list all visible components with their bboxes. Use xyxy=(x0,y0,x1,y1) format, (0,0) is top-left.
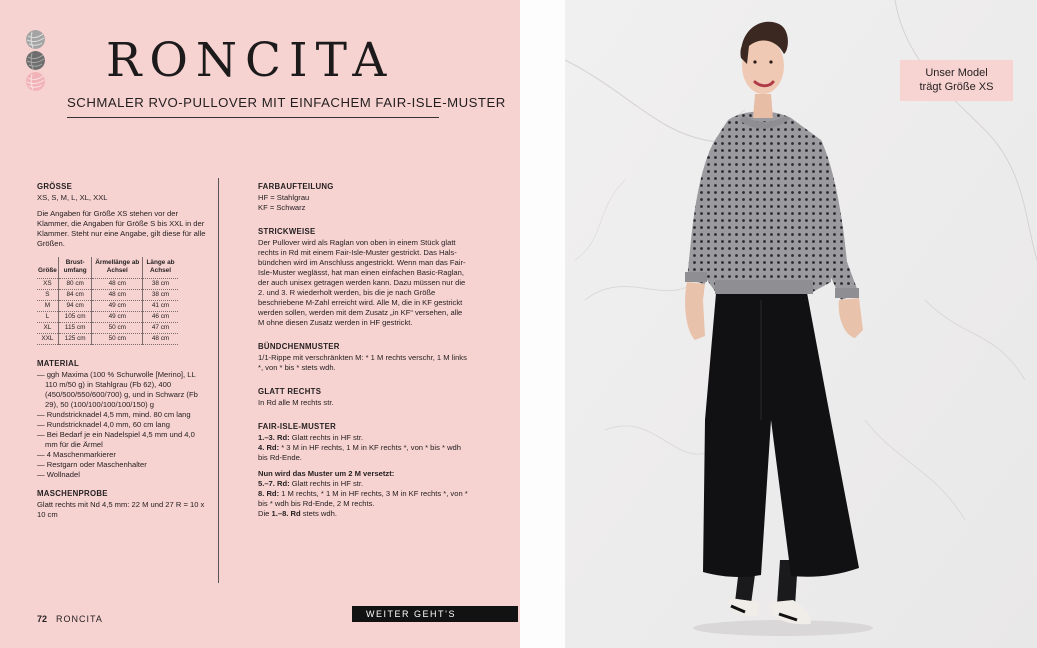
caption-line: Unser Model xyxy=(925,67,988,79)
list-item: — Bei Bedarf je ein Nadelspiel 4,5 mm und 4,0 mm für die Ärmel xyxy=(37,430,195,449)
ribbing-text: 1/1-Rippe mit verschränkten M: * 1 M rechts verschr, 1 M links *, von * bis * stets wdh. xyxy=(258,353,467,372)
table-cell: 80 cm xyxy=(58,279,92,290)
yarn-ball-dark-icon xyxy=(26,51,45,70)
table-row xyxy=(37,312,178,323)
table-cell: XS xyxy=(37,279,58,290)
page-gutter xyxy=(520,0,565,648)
table-cell: 38 cm xyxy=(143,290,178,301)
row-label: 4. Rd: xyxy=(258,443,280,452)
table-cell: 105 cm xyxy=(58,312,92,323)
color-division-line: HF = Stahlgrau xyxy=(258,193,310,202)
continue-label: WEITER GEHT’S xyxy=(366,609,457,619)
row-text: Glatt rechts in HF str. xyxy=(289,433,364,442)
fairisle-heading: FAIR-ISLE-MUSTER xyxy=(258,422,337,431)
table-cell: 50 cm xyxy=(92,323,143,334)
list-item: — 4 Maschenmarkierer xyxy=(37,450,116,459)
stockinette-text: In Rd alle M rechts str. xyxy=(258,398,334,407)
yarn-ball-gray-icon xyxy=(26,30,45,49)
column-divider xyxy=(218,178,219,583)
list-item: — Rundstricknadel 4,0 mm, 60 cm lang xyxy=(37,420,170,429)
running-title: RONCITA xyxy=(56,614,103,624)
table-row xyxy=(37,279,178,290)
table-header-cell: Größe xyxy=(38,267,57,274)
column-right xyxy=(258,182,470,519)
table-cell: 49 cm xyxy=(92,312,143,323)
gauge-heading: MASCHENPROBE xyxy=(37,489,108,498)
table-row xyxy=(37,290,178,301)
size-table xyxy=(37,257,178,345)
table-row xyxy=(37,334,178,345)
table-cell: 41 cm xyxy=(143,301,178,312)
page-number: 72 xyxy=(37,614,48,624)
list-item: — ggh Maxima (100 % Schurwolle [Merino], LL 110 m/50 g) in Stahlgrau (Fb 62), 400 (450/500/550/600/700) g, und in Schwarz (Fb 29), 50 (100/100/100/100/150) g xyxy=(37,370,198,409)
table-cell: M xyxy=(37,301,58,312)
column-left xyxy=(37,182,209,520)
material-list xyxy=(37,370,209,480)
table-cell: 46 cm xyxy=(143,312,178,323)
table-cell: 38 cm xyxy=(143,279,178,290)
fairisle-repeat xyxy=(258,509,470,519)
table-cell: 48 cm xyxy=(143,334,178,345)
table-cell: XL xyxy=(37,323,58,334)
table-row xyxy=(37,323,178,334)
fairisle-row xyxy=(258,489,470,509)
color-division-line: KF = Schwarz xyxy=(258,203,306,212)
row-text: 1 M rechts, * 1 M in HF rechts, 3 M in KF rechts *, von * bis * wdh bis Rd-Ende, 2 M rechts. xyxy=(258,489,468,508)
title-rule xyxy=(67,117,439,118)
fairisle-row xyxy=(258,433,470,443)
continue-banner xyxy=(352,606,518,622)
list-item: — Restgarn oder Maschenhalter xyxy=(37,460,147,469)
knitting-text: Der Pullover wird als Raglan von oben in einem Stück glatt rechts in Rd mit einem Fair-Isle-Muster gestrickt. Das Hals-bündchen wird im Anschluss angestrickt. Wenn man das Fair-Isle-Muster weglässt, hat man einen einfachen Basic-Raglan, der auch unisex getragen werden kann. Dazu müssen nur die 2. und 3. R wiederholt werden, bis die je nach Größe beschriebene M-Zahl erreicht wird. Alle M, die in KF gestrickt werden sollen, werden mit dem Zusatz „in KF“ versehen, alle M ohne diesen Zusatz werden in HF gestrickt. xyxy=(258,238,466,327)
table-cell: 49 cm xyxy=(92,301,143,312)
repeat-suffix: stets wdh. xyxy=(300,509,337,518)
yarn-ball-pink-icon xyxy=(26,72,45,91)
table-row xyxy=(37,301,178,312)
repeat-label: 1.–8. Rd xyxy=(271,509,301,518)
table-cell: S xyxy=(37,290,58,301)
caption-line: trägt Größe XS xyxy=(919,81,994,93)
size-table-header xyxy=(37,257,178,279)
gauge-text: Glatt rechts mit Nd 4,5 mm: 22 M und 27 R = 10 x 10 cm xyxy=(37,500,205,519)
table-header-cell: Länge ab Achsel xyxy=(143,257,178,279)
repeat-prefix: Die xyxy=(258,509,272,518)
table-cell: 115 cm xyxy=(58,323,92,334)
color-division-heading: FARBAUFTEILUNG xyxy=(258,182,334,191)
list-item: — Rundstricknadel 4,5 mm, mind. 80 cm lang xyxy=(37,410,191,419)
size-values: XS, S, M, L, XL, XXL xyxy=(37,193,108,202)
fairisle-row xyxy=(258,443,470,463)
list-item: — Wollnadel xyxy=(37,470,80,479)
size-heading: GRÖSSE xyxy=(37,182,73,191)
table-cell: 48 cm xyxy=(92,290,143,301)
subtitle: SCHMALER RVO-PULLOVER MIT EINFACHEM FAIR-ISLE-MUSTER xyxy=(67,95,506,110)
row-text: Glatt rechts in HF str. xyxy=(289,479,364,488)
material-heading: MATERIAL xyxy=(37,359,80,368)
row-label: 8. Rd: xyxy=(258,489,280,498)
table-cell: XXL xyxy=(37,334,58,345)
fairisle-shift-note xyxy=(258,469,470,479)
stockinette-heading: GLATT RECHTS xyxy=(258,387,322,396)
table-cell: 84 cm xyxy=(58,290,92,301)
shift-note-text: Nun wird das Muster um 2 M versetzt: xyxy=(258,469,395,478)
ribbing-heading: BÜNDCHENMUSTER xyxy=(258,342,340,351)
table-cell: 47 cm xyxy=(143,323,178,334)
table-header-cell: Brust-umfang xyxy=(58,257,92,279)
table-cell: 125 cm xyxy=(58,334,92,345)
fairisle-row xyxy=(258,479,470,489)
row-label: 5.–7. Rd: xyxy=(258,479,290,488)
caption-box xyxy=(900,60,1013,101)
table-cell: 94 cm xyxy=(58,301,92,312)
table-header-cell: Ärmellänge ab Achsel xyxy=(92,257,143,279)
size-note: Die Angaben für Größe XS stehen vor der Klammer, die Angaben für Größe S bis XXL in der Klammer. Steht nur eine Angabe, gilt diese für alle Größen. xyxy=(37,209,206,248)
table-cell: L xyxy=(37,312,58,323)
page-title: RONCITA xyxy=(106,33,395,88)
row-label: 1.–3. Rd: xyxy=(258,433,290,442)
table-cell: 50 cm xyxy=(92,334,143,345)
table-cell: 48 cm xyxy=(92,279,143,290)
row-text: * 3 M in HF rechts, 1 M in KF rechts *, von * bis * wdh bis Rd-Ende. xyxy=(258,443,461,462)
knitting-heading: STRICKWEISE xyxy=(258,227,316,236)
